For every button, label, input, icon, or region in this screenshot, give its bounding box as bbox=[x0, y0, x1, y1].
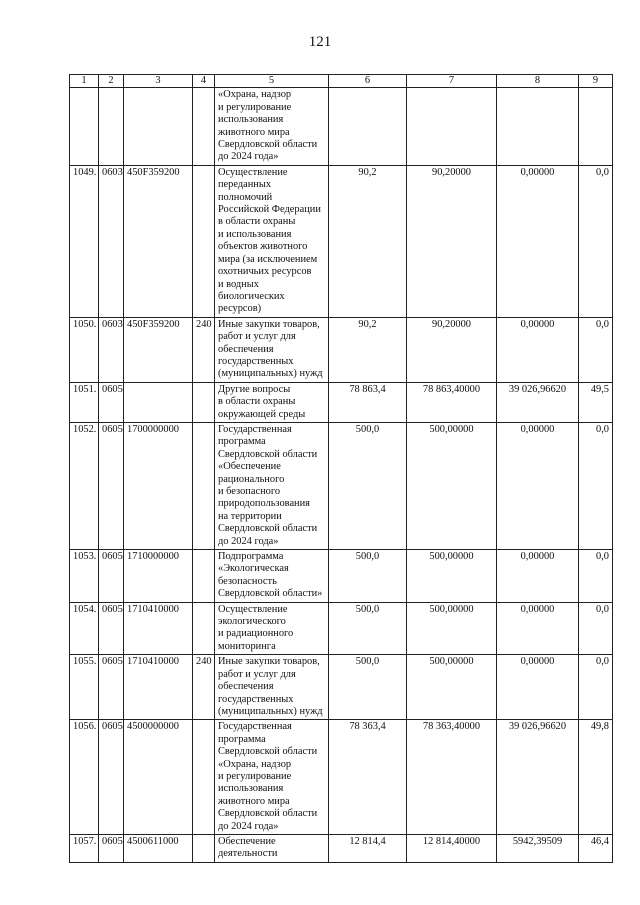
table-row bbox=[70, 550, 613, 603]
column-header-1: 1 bbox=[70, 75, 99, 88]
section-code-cell: 0605 bbox=[99, 550, 124, 603]
expense-type-cell bbox=[193, 382, 215, 422]
name-cell: Иные закупки товаров, работ и услуг для обеспечения государственных (муниципальных) нужд bbox=[215, 317, 329, 382]
expense-type-cell bbox=[193, 88, 215, 165]
refined-amount-cell: 500,00000 bbox=[407, 550, 497, 603]
row-number-cell: 1055. bbox=[70, 655, 99, 720]
refined-amount-cell: 12 814,40000 bbox=[407, 834, 497, 862]
table-row bbox=[70, 422, 613, 549]
section-code-cell: 0605 bbox=[99, 655, 124, 720]
section-code-cell: 0603 bbox=[99, 317, 124, 382]
target-article-cell: 4500000000 bbox=[124, 720, 193, 835]
executed-amount-cell: 0,00000 bbox=[497, 602, 579, 655]
percent-cell: 0,0 bbox=[579, 165, 613, 317]
section-code-cell: 0605 bbox=[99, 382, 124, 422]
percent-cell bbox=[579, 88, 613, 165]
executed-amount-cell: 0,00000 bbox=[497, 317, 579, 382]
expense-type-cell bbox=[193, 602, 215, 655]
row-number-cell: 1057. bbox=[70, 834, 99, 862]
name-cell: Подпрограмма «Экологическая безопасность Свердловской области» bbox=[215, 550, 329, 603]
target-article-cell: 1710410000 bbox=[124, 602, 193, 655]
budget-table bbox=[69, 74, 613, 863]
column-header-2: 2 bbox=[99, 75, 124, 88]
row-number-cell: 1056. bbox=[70, 720, 99, 835]
target-article-cell: 1710410000 bbox=[124, 655, 193, 720]
refined-amount-cell: 500,00000 bbox=[407, 602, 497, 655]
name-cell: «Охрана, надзор и регулирование использования животного мира Свердловской области до 2024 года» bbox=[215, 88, 329, 165]
name-cell: Осуществление переданных полномочий Российской Федерации в области охраны и использования объектов животного мира (за исключением охотничьих ресурсов и водных биологических ресурсов) bbox=[215, 165, 329, 317]
refined-amount-cell: 78 863,40000 bbox=[407, 382, 497, 422]
table-row bbox=[70, 834, 613, 862]
expense-type-cell: 240 bbox=[193, 317, 215, 382]
column-header-8: 8 bbox=[497, 75, 579, 88]
executed-amount-cell: 5942,39509 bbox=[497, 834, 579, 862]
percent-cell: 0,0 bbox=[579, 602, 613, 655]
column-header-6: 6 bbox=[329, 75, 407, 88]
table-row bbox=[70, 655, 613, 720]
refined-amount-cell: 90,20000 bbox=[407, 165, 497, 317]
section-code-cell: 0603 bbox=[99, 165, 124, 317]
row-number-cell: 1050. bbox=[70, 317, 99, 382]
section-code-cell: 0605 bbox=[99, 834, 124, 862]
header-row bbox=[70, 75, 613, 88]
executed-amount-cell: 39 026,96620 bbox=[497, 720, 579, 835]
target-article-cell: 450F359200 bbox=[124, 317, 193, 382]
row-number-cell: 1054. bbox=[70, 602, 99, 655]
percent-cell: 0,0 bbox=[579, 550, 613, 603]
name-cell: Другие вопросы в области охраны окружающей среды bbox=[215, 382, 329, 422]
approved-amount-cell: 500,0 bbox=[329, 422, 407, 549]
column-header-3: 3 bbox=[124, 75, 193, 88]
table-row bbox=[70, 382, 613, 422]
executed-amount-cell bbox=[497, 88, 579, 165]
executed-amount-cell: 0,00000 bbox=[497, 422, 579, 549]
approved-amount-cell bbox=[329, 88, 407, 165]
percent-cell: 46,4 bbox=[579, 834, 613, 862]
percent-cell: 49,8 bbox=[579, 720, 613, 835]
refined-amount-cell: 78 363,40000 bbox=[407, 720, 497, 835]
target-article-cell: 1700000000 bbox=[124, 422, 193, 549]
refined-amount-cell: 90,20000 bbox=[407, 317, 497, 382]
refined-amount-cell: 500,00000 bbox=[407, 422, 497, 549]
page-number: 121 bbox=[308, 34, 332, 50]
target-article-cell bbox=[124, 382, 193, 422]
expense-type-cell: 240 bbox=[193, 655, 215, 720]
column-header-5: 5 bbox=[215, 75, 329, 88]
expense-type-cell bbox=[193, 720, 215, 835]
name-cell: Иные закупки товаров, работ и услуг для обеспечения государственных (муниципальных) нужд bbox=[215, 655, 329, 720]
approved-amount-cell: 12 814,4 bbox=[329, 834, 407, 862]
row-number-cell: 1053. bbox=[70, 550, 99, 603]
expense-type-cell bbox=[193, 165, 215, 317]
approved-amount-cell: 90,2 bbox=[329, 317, 407, 382]
table-row bbox=[70, 602, 613, 655]
section-code-cell: 0605 bbox=[99, 720, 124, 835]
executed-amount-cell: 0,00000 bbox=[497, 655, 579, 720]
approved-amount-cell: 500,0 bbox=[329, 655, 407, 720]
row-number-cell bbox=[70, 88, 99, 165]
approved-amount-cell: 78 863,4 bbox=[329, 382, 407, 422]
target-article-cell: 450F359200 bbox=[124, 165, 193, 317]
row-number-cell: 1052. bbox=[70, 422, 99, 549]
approved-amount-cell: 500,0 bbox=[329, 550, 407, 603]
executed-amount-cell: 0,00000 bbox=[497, 550, 579, 603]
name-cell: Осуществление экологического и радиационного мониторинга bbox=[215, 602, 329, 655]
section-code-cell: 0605 bbox=[99, 602, 124, 655]
approved-amount-cell: 78 363,4 bbox=[329, 720, 407, 835]
percent-cell: 0,0 bbox=[579, 655, 613, 720]
percent-cell: 0,0 bbox=[579, 422, 613, 549]
name-cell: Государственная программа Свердловской области «Обеспечение рационального и безопасного природопользования на территории Свердловской области до 2024 года» bbox=[215, 422, 329, 549]
column-header-7: 7 bbox=[407, 75, 497, 88]
executed-amount-cell: 0,00000 bbox=[497, 165, 579, 317]
refined-amount-cell bbox=[407, 88, 497, 165]
row-number-cell: 1051. bbox=[70, 382, 99, 422]
table-row bbox=[70, 165, 613, 317]
executed-amount-cell: 39 026,96620 bbox=[497, 382, 579, 422]
expense-type-cell bbox=[193, 834, 215, 862]
column-header-4: 4 bbox=[193, 75, 215, 88]
table-row bbox=[70, 88, 613, 165]
approved-amount-cell: 90,2 bbox=[329, 165, 407, 317]
table-body bbox=[70, 88, 613, 862]
approved-amount-cell: 500,0 bbox=[329, 602, 407, 655]
percent-cell: 49,5 bbox=[579, 382, 613, 422]
section-code-cell: 0605 bbox=[99, 422, 124, 549]
name-cell: Государственная программа Свердловской области «Охрана, надзор и регулирование использования животного мира Свердловской области до 2024 года» bbox=[215, 720, 329, 835]
table-row bbox=[70, 317, 613, 382]
column-header-9: 9 bbox=[579, 75, 613, 88]
section-code-cell bbox=[99, 88, 124, 165]
name-cell: Обеспечение деятельности bbox=[215, 834, 329, 862]
target-article-cell: 1710000000 bbox=[124, 550, 193, 603]
row-number-cell: 1049. bbox=[70, 165, 99, 317]
refined-amount-cell: 500,00000 bbox=[407, 655, 497, 720]
expense-type-cell bbox=[193, 550, 215, 603]
percent-cell: 0,0 bbox=[579, 317, 613, 382]
target-article-cell bbox=[124, 88, 193, 165]
expense-type-cell bbox=[193, 422, 215, 549]
target-article-cell: 4500611000 bbox=[124, 834, 193, 862]
table-row bbox=[70, 720, 613, 835]
